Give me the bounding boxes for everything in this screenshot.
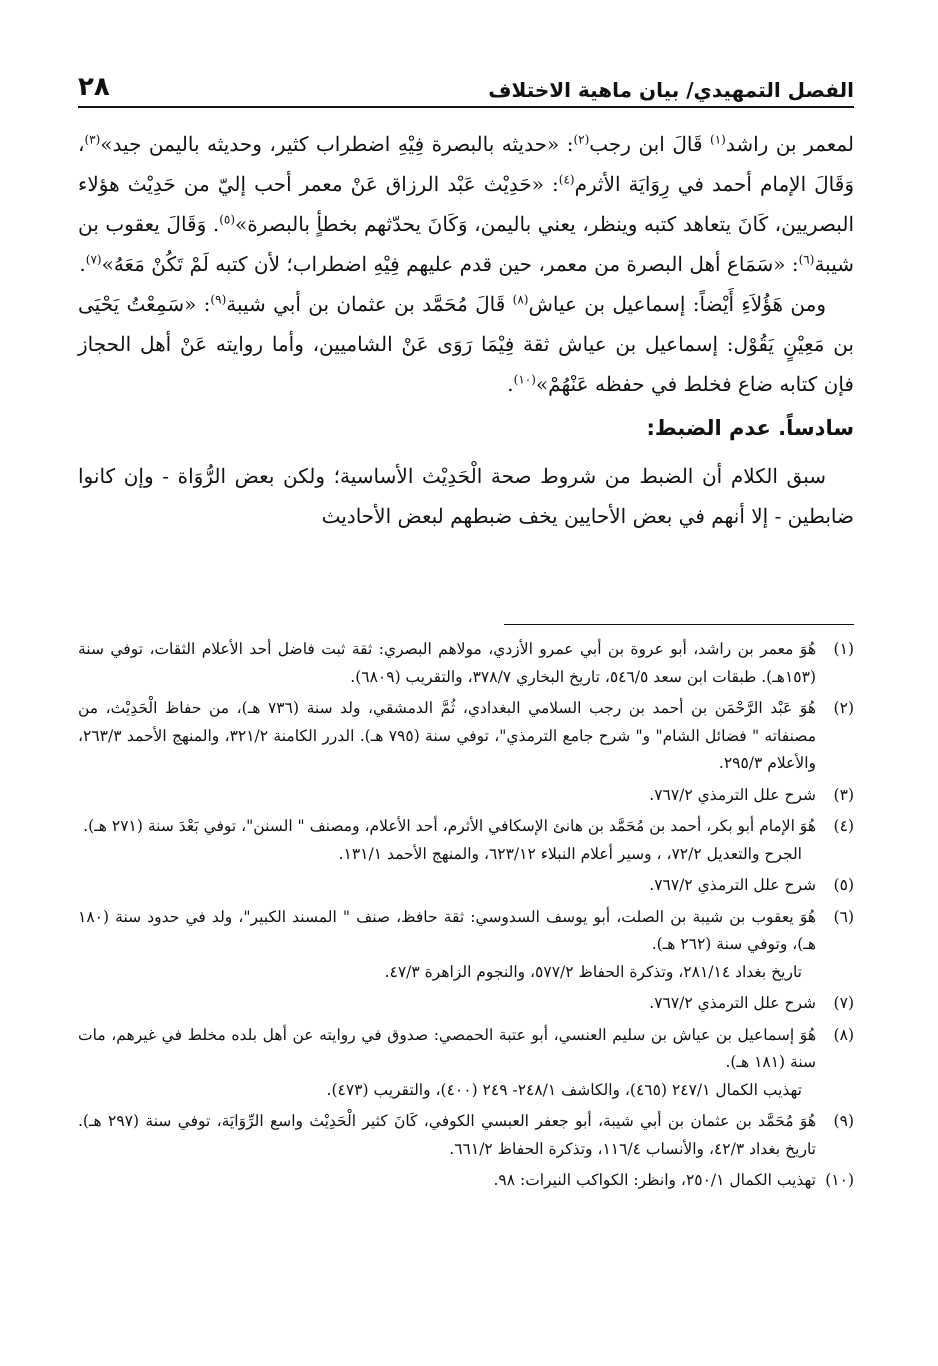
footnote-ref[interactable]: (٧) <box>85 252 102 267</box>
footnote-text: شرح علل الترمذي ٧٦٧/٢. <box>649 994 816 1012</box>
footnote-3 <box>78 782 854 810</box>
footnote-1 <box>78 636 854 691</box>
footnote-ref[interactable]: (٦) <box>798 252 815 267</box>
footnote-10 <box>78 1167 854 1195</box>
page-number: ٢٨ <box>78 72 110 102</box>
footnote-ref[interactable]: (٤) <box>558 172 575 187</box>
paragraph-2: ومن هَؤُلاَءِ أَيْضاً: إسماعيل بن عياش$^{(٨)}$ قَالَ مُحَمَّد بن عثمان بن أبي شيبة$^{(٩)}$: «سَمِعْتُ يَحْيَى بن مَعِيْنٍ يَقُوْل: إسماعيل بن عياش ثقة فِيْمَا رَوَى عَنْ الشاميين، وأما روايته عَنْ أهل الحجاز فإن كتابه ضاع فخلط في حفظه عَنْهُمْ»$^{(١٠)}$. <box>78 292 854 396</box>
main-text <box>78 124 854 536</box>
footnote-4 <box>78 813 854 868</box>
footnote-sources: تاريخ بغداد ٢٨١/١٤، وتذكرة الحفاظ ٥٧٧/٢، والنجوم الزاهرة ٤٧/٣. <box>384 962 802 981</box>
footnote-ref[interactable]: (٨) <box>512 292 529 307</box>
footnote-sources: الجرح والتعديل ٧٢/٢، ، وسير أعلام النبلاء ٦٢٣/١٢، والمنهج الأحمد ١٣١/١. <box>338 844 802 863</box>
footnote-number: (٢) <box>833 699 854 717</box>
footnote-5 <box>78 872 854 900</box>
footnote-number: (٧) <box>833 994 854 1012</box>
footnote-number: (٨) <box>833 1025 854 1044</box>
footnote-number: (١) <box>833 640 854 658</box>
footnote-text: هُوَ عَبْد الرَّحْمَن بن أحمد بن رجب السلامي البغدادي، ثُمَّ الدمشقي، ولد سنة (٧٣٦ هـ)، من حفاظ الْحَدِيْث، من مصنفاته " فضائل الشام" و" شرح جامع الترمذي"، توفي سنة (٧٩٥ هـ). الدرر الكامنة ٣٢١/٢، والمنهج الأحمد ٢٦٣/٣، والأعلام ٢٩٥/٣. <box>78 699 817 772</box>
footnote-sources: تهذيب الكمال ٢٤٧/١ (٤٦٥)، والكاشف ٢٤٨/١- ٢٤٩ (٤٠٠)، والتقريب (٤٧٣). <box>326 1080 802 1099</box>
footnote-text: هُوَ الإمام أبو بكر، أحمد بن مُحَمَّد بن هانئ الإسكافي الأثرم، أحد الأعلام، ومصنف " السنن"، توفي بَعْدَ سنة (٢٧١ هـ). <box>83 817 816 835</box>
footnote-number: (٦) <box>833 907 854 926</box>
running-title: الفصل التمهيدي/ بيان ماهية الاختلاف <box>488 78 854 102</box>
footnote-2 <box>78 695 854 778</box>
page-header <box>78 72 854 108</box>
footnote-ref[interactable]: (١) <box>710 132 726 147</box>
footnote-text: هُوَ مُحَمَّد بن عثمان بن أبي شيبة، أبو جعفر العبسي الكوفي، كَانَ كثير الْحَدِيْث واسع الرِّوَايَة، توفي سنة (٢٩٧ هـ). تاريخ بغداد ٤٢/٣، والأنساب ١١٦/٤، وتذكرة الحفاظ ٦٦١/٢. <box>78 1112 817 1158</box>
footnote-ref[interactable]: (٣) <box>84 132 101 147</box>
footnote-6 <box>78 904 854 987</box>
footnote-text: تهذيب الكمال ٢٥٠/١، وانظر: الكواكب النيرات: ٩٨. <box>493 1171 816 1189</box>
footnote-text: هُوَ معمر بن راشد، أبو عروة بن أبي عمرو الأزدي، مولاهم البصري: ثقة ثبت فاضل أحد الأعلام الثقات، توفي سنة (١٥٣هـ). طبقات ابن سعد ٥٤٦/٥، تاريخ البخاري ٣٧٨/٧، والتقريب (٦٨٠٩). <box>78 640 816 686</box>
footnotes <box>78 636 854 1199</box>
footnote-text: شرح علل الترمذي ٧٦٧/٢. <box>649 785 816 804</box>
paragraph-1: لمعمر بن راشد$^{(١)}$ قَالَ ابن رجب$^{(٢)}$: «حديثه بالبصرة فِيْهِ اضطراب كثير، وحديثه باليمن جيد»$^{(٣)}$، وَقَالَ الإمام أحمد في رِوَايَة الأثرم$^{(٤)}$: «حَدِيْث عَبْد الرزاق عَنْ معمر أحب إليّ من حَدِيْث هؤلاء البصريين، كَانَ يتعاهد كتبه وينظر، يعني باليمن، وَكَانَ يحدّثهم بخطأٍ بالبصرة»$^{(٥)}$. وَقَالَ يعقوب بن شيبة$^{(٦)}$: «سَمَاع أهل البصرة من معمر، حين قدم عليهم فِيْهِ اضطراب؛ لأن كتبه لَمْ تَكُنْ مَعَهُ»$^{(٧)}$. <box>78 132 855 276</box>
footnote-ref[interactable]: (١٠) <box>513 372 536 387</box>
footnote-text: هُوَ يعقوب بن شيبة بن الصلت، أبو يوسف السدوسي: ثقة حافظ، صنف " المسند الكبير"، ولد في حدود سنة (١٨٠ هـ)، وتوفي سنة (٢٦٢ هـ). <box>78 907 816 953</box>
footnote-ref[interactable]: (٩) <box>210 292 227 307</box>
footnote-7 <box>78 990 854 1018</box>
footnote-number: (٣) <box>833 785 854 804</box>
footnote-number: (٤) <box>833 817 854 835</box>
footnote-text: هُوَ إسماعيل بن عياش بن سليم العنسي، أبو عتبة الحمصي: صدوق في روايته عن أهل بلده مخلط في غيرهم، مات سنة (١٨١ هـ). <box>78 1025 816 1071</box>
footnote-8 <box>78 1022 854 1105</box>
footnote-number: (٩) <box>833 1112 854 1130</box>
footnote-separator <box>504 624 854 625</box>
footnote-ref[interactable]: (٥) <box>219 212 236 227</box>
section-heading: سادساً. عدم الضبط: <box>646 416 854 440</box>
footnote-ref[interactable]: (٢) <box>573 132 590 147</box>
footnote-number: (٥) <box>833 876 854 894</box>
footnote-text: شرح علل الترمذي ٧٦٧/٢. <box>649 876 816 894</box>
footnote-number: (١٠) <box>825 1171 854 1189</box>
footnote-9 <box>78 1108 854 1163</box>
paragraph-3: سبق الكلام أن الضبط من شروط صحة الْحَدِيْث الأساسية؛ ولكن بعض الرُّوَاة - وإن كانوا ضابطين - إلا أنهم في بعض الأحايين يخف ضبطهم لبعض الأحاديث <box>78 464 854 528</box>
